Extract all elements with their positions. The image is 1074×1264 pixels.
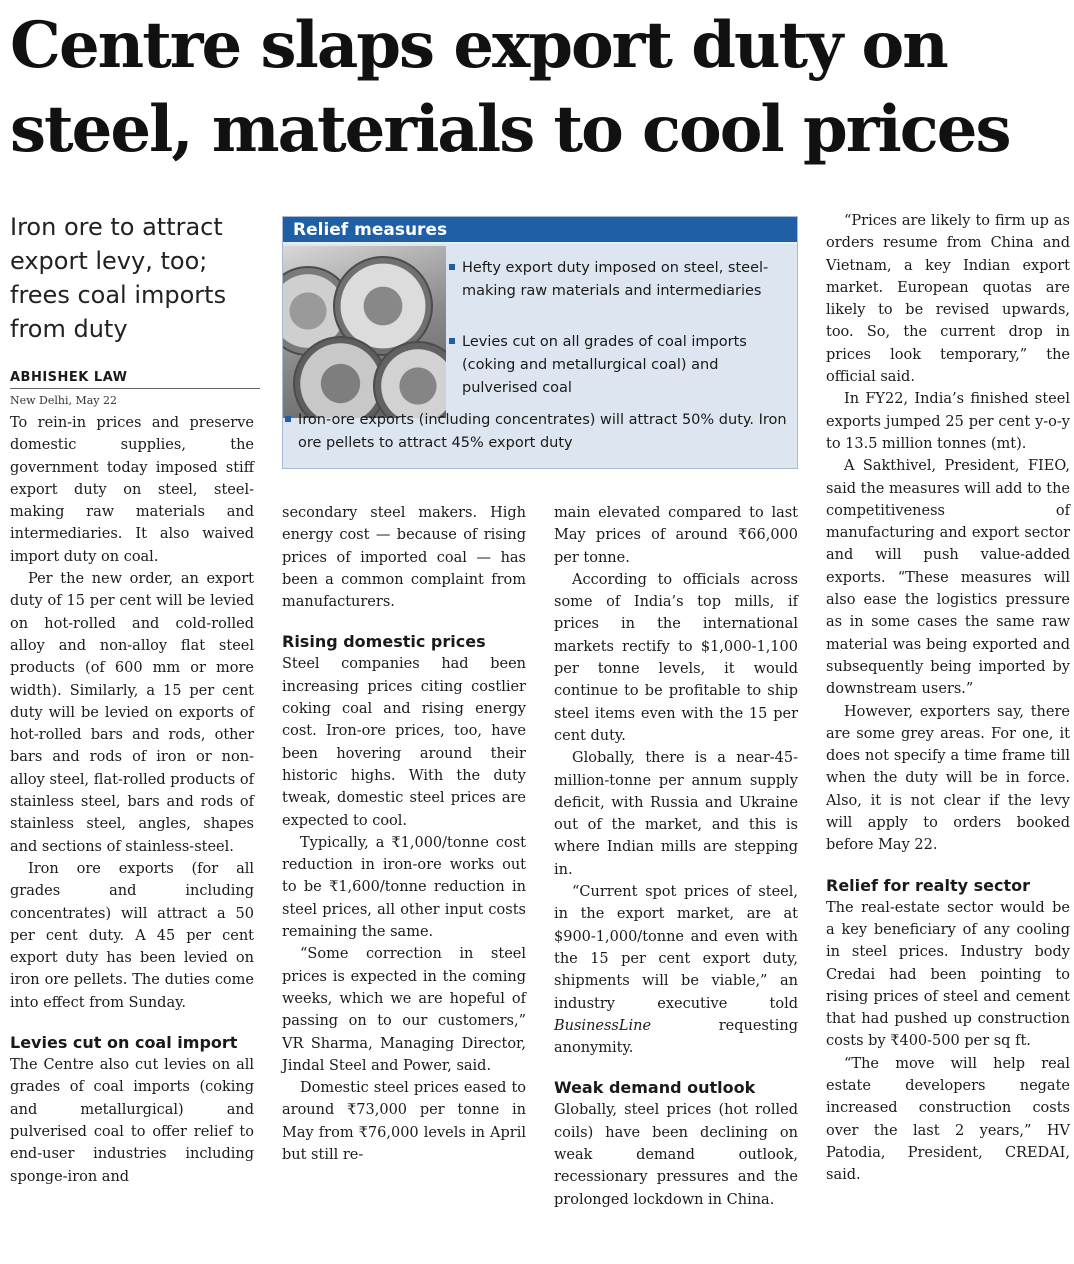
steel-coils-photo	[283, 246, 446, 418]
deck-subheadline: Iron ore to attract export levy, too; frees coal imports from duty	[10, 213, 227, 343]
bullet-icon	[449, 338, 455, 344]
paragraph: However, exporters say, there are some grey areas. For one, it does not specify a time frame till when the duty will be in force. Also, it is not clear if the levy will apply to orders booked before May 22.	[826, 703, 1070, 854]
paragraph: A Sakthivel, President, FIEO, said the measures will add to the competitiveness of manufacturing and export sector and will push value-added exports. “These measures will also ease the logistics pressure as in some cases the same raw material was being exported and subsequently being imported by downstream users.”	[826, 458, 1070, 698]
paragraph: Per the new order, an export duty of 15 per cent will be levied on hot-rolled and cold-rolled alloy and non-alloy flat steel products (of 600 mm or more width). Similarly, a 15 per cent duty will be levied on exports of hot-rolled bars and rods, other bars and rods of iron or non-alloy steel, flat-rolled products of stainless steel, bars and rods of stainless steel, angles, shapes and sections of stainless-steel.	[10, 571, 254, 855]
paragraph: main elevated compared to last May prices of around ₹66,000 per tonne.	[554, 505, 798, 566]
paragraph: Iron ore exports (for all grades and including concentrates) will attract a 50 per cent duty. A 45 per cent export duty has been levied on iron ore pellets. The duties come into effect from Sunday.	[10, 860, 254, 1011]
paragraph: “The move will help real estate developers negate increased construction costs over the last 2 years,” HV Patodia, President, CREDAI, said.	[826, 1055, 1070, 1184]
paragraph: The real-estate sector would be a key beneficiary of any cooling in steel prices. Industry body Credai had been pointing to rising prices of steel and cement that had pushed up construction costs by ₹400-500 per sq ft.	[826, 899, 1070, 1050]
paragraph: Typically, a ₹1,000/tonne cost reduction in iron-ore works out to be ₹1,600/tonne reduction in steel prices, all other input costs remaining the same.	[282, 834, 526, 941]
paragraph: “Prices are likely to firm up as orders resume from China and Vietnam, a key Indian export market. European quotas are likely to be revised upwards, too. So, the current drop in prices look temporary,” the official said.	[826, 213, 1070, 386]
paragraph: Steel companies had been increasing prices citing costlier coking coal and rising energy cost. Iron-ore prices, too, have been hovering around their historic highs. With the duty tweak, domestic steel prices are expected to cool.	[282, 656, 526, 829]
subheading-domestic-prices: Rising domestic prices	[282, 632, 486, 652]
paragraph: Domestic steel prices eased to around ₹73,000 per tonne in May from ₹76,000 levels in April but still re-	[282, 1080, 526, 1164]
paragraph: According to officials across some of India’s top mills, if prices in the international markets rectify to $1,000-1,100 per tonne levels, it would continue to be profitable to ship steel items even with the 15 per cent duty.	[554, 571, 798, 744]
article-column-4	[826, 210, 1070, 1186]
paragraph: The Centre also cut levies on all grades of coal imports (coking and metallurgical) and pulverised coal to offer relief to end-user industries including sponge-iron and	[10, 1057, 254, 1185]
paragraph: To rein-in prices and preserve domestic supplies, the government today imposed stiff export duty on steel, steel-making raw materials and intermediaries. It also waived import duty on coal.	[10, 415, 254, 565]
paragraph: secondary steel makers. High energy cost — because of rising prices of imported coal — has been a common complaint from manufacturers.	[282, 505, 526, 611]
publication-name: BusinessLine	[554, 1017, 652, 1034]
relief-box-title: Relief measures	[283, 217, 797, 244]
relief-measures-box	[282, 216, 798, 469]
paragraph: “Some correction in steel prices is expected in the coming weeks, which we are hopeful of passing on to our customers,” VR Sharma, Managing Director, Jindal Steel and Power, said.	[282, 946, 526, 1074]
headline	[10, 4, 1070, 172]
paragraph: “Current spot prices of steel, in the export market, are at $900-1,000/tonne and even with the 15 per cent export duty, shipments will be viable,” an industry executive told BusinessLine requesting anonymity.	[554, 884, 798, 1057]
subheading-realty-sector: Relief for realty sector	[826, 875, 1030, 895]
bullet-icon	[449, 264, 455, 270]
subheading-coal-import: Levies cut on coal import	[10, 1033, 238, 1053]
dateline: New Delhi, May 22	[10, 394, 118, 407]
byline: ABHISHEK LAW	[10, 370, 260, 389]
relief-item: Iron-ore exports (including concentrates) will attract 50% duty. Iron ore pellets to attract 45% export duty	[285, 409, 795, 455]
paragraph: In FY22, India’s finished steel exports jumped 25 per cent y-o-y to 13.5 million tonnes (mt).	[826, 391, 1070, 452]
relief-item: Levies cut on all grades of coal imports (coking and metallurgical coal) and pulverised coal	[449, 331, 789, 400]
paragraph: Globally, there is a near-45-million-tonne per annum supply deficit, with Russia and Ukraine out of the market, and this is where Indian mills are stepping in.	[554, 750, 798, 878]
headline-line-2: steel, materials to cool prices	[10, 92, 1010, 167]
article-column-3	[554, 502, 798, 1211]
relief-item: Hefty export duty imposed on steel, steel-making raw materials and intermediaries	[449, 257, 789, 303]
article-column-2	[282, 502, 526, 1166]
headline-line-1: Centre slaps export duty on	[10, 8, 947, 83]
paragraph: Globally, steel prices (hot rolled coils) have been declining on weak demand outlook, recessionary pressures and the prolonged lockdown in China.	[554, 1102, 798, 1208]
article-column-1	[10, 412, 254, 1188]
bullet-icon	[285, 416, 291, 422]
subheading-weak-demand: Weak demand outlook	[554, 1078, 756, 1098]
